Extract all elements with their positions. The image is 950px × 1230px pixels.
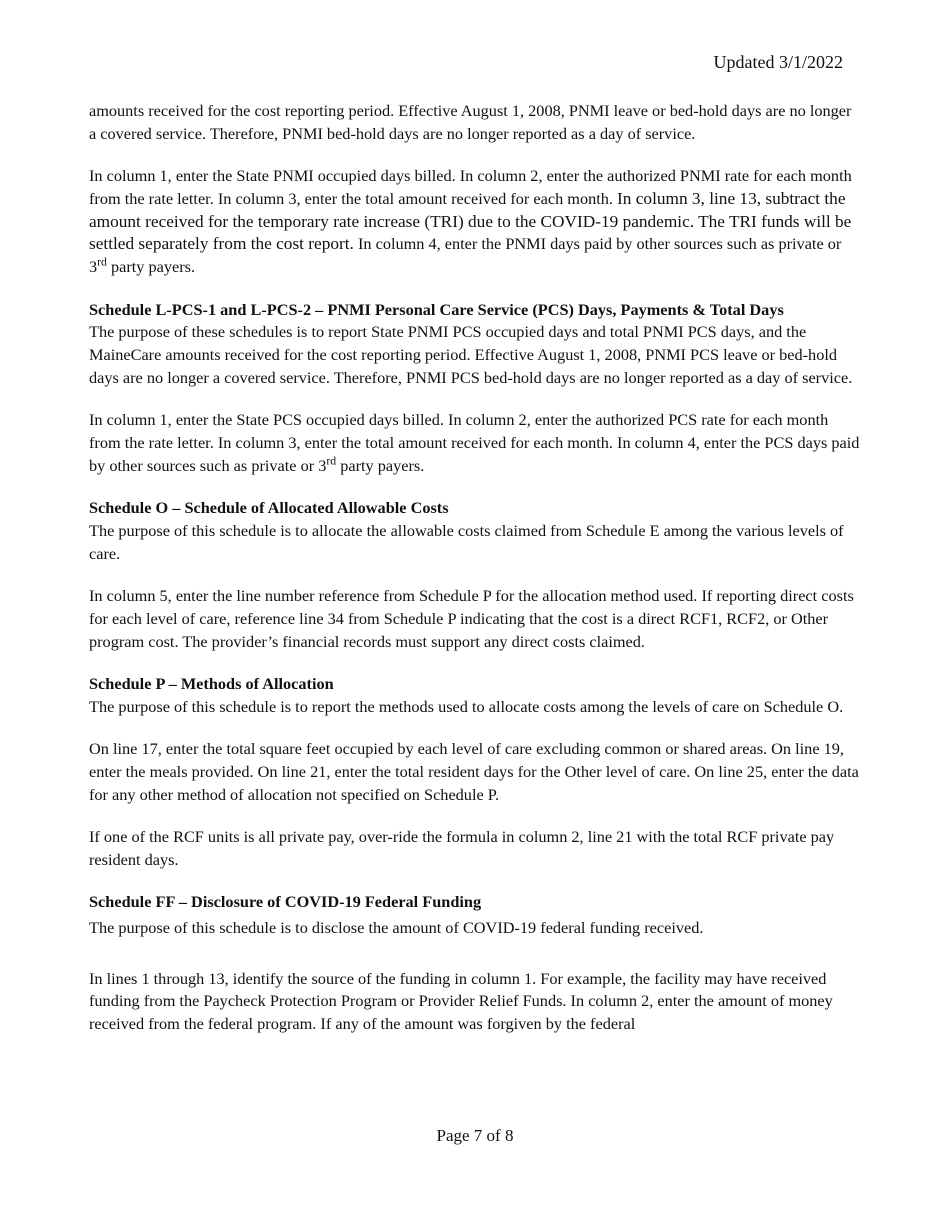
text-run: party payers. [336, 455, 425, 475]
text-run: In column 1, enter the State PNMI occupied days billed. In column 2, enter the authorized PNMI rate for each month from the rate letter. In column 3, enter the total amount received for each month. [89, 166, 852, 208]
section-heading: Schedule O – Schedule of Allocated Allowable Costs [89, 498, 449, 518]
paragraph [89, 165, 861, 279]
paragraph: The purpose of these schedules is to report State PNMI PCS occupied days and total PNMI PCS days, and the MaineCare amounts received for the cost reporting period. Effective August 1, 2008, PNMI PCS leave or bed-hold days are no longer a covered service. Therefore, PNMI PCS bed-hold days are no longer reported as a day of service. [89, 322, 853, 387]
updated-date: Updated 3/1/2022 [713, 52, 843, 72]
paragraph: In column 5, enter the line number reference from Schedule P for the allocation method used. If reporting direct costs for each level of care, reference line 34 from Schedule P indicating that the cost is a direct RCF1, RCF2, or Other program cost. The provider’s financial records must support any direct costs claimed. [89, 586, 854, 651]
text-run: In column 1, enter the State PCS occupied days billed. In column 2, enter the authorized PCS rate for each month from the rate letter. In column 3, enter the total amount received for each month. In column 4, enter the PCS days paid by other sources such as private or 3 [89, 410, 860, 475]
paragraph: The purpose of this schedule is to allocate the allowable costs claimed from Schedule E among the various levels of care. [89, 520, 844, 563]
text-run: In column 4, enter the PNMI days paid by other sources such as private or 3 [89, 234, 842, 277]
text-run: party payers. [106, 257, 196, 277]
page-number: Page 7 of 8 [436, 1126, 514, 1145]
paragraph: The purpose of this schedule is to disclose the amount of COVID-19 federal funding received. [89, 917, 704, 937]
superscript: rd [97, 255, 107, 269]
paragraph: The purpose of this schedule is to report the methods used to allocate costs among the levels of care on Schedule O. [89, 696, 844, 716]
section-heading: Schedule L-PCS-1 and L-PCS-2 – PNMI Personal Care Service (PCS) Days, Payments & Total Days [89, 299, 784, 319]
paragraph: In lines 1 through 13, identify the source of the funding in column 1. For example, the facility may have received funding from the Paycheck Protection Program or Provider Relief Funds. In column 2, enter the amount of money received from the federal program. If any of the amount was forgiven by the federal [89, 968, 833, 1034]
section-p [89, 673, 861, 719]
section-heading: Schedule P – Methods of Allocation [89, 673, 334, 693]
section-heading: Schedule FF – Disclosure of COVID-19 Federal Funding [89, 892, 482, 912]
paragraph: If one of the RCF units is all private pay, over-ride the formula in column 2, line 21 with the total RCF private pay resident days. [89, 826, 835, 869]
tri-note: In column 3, line 13, subtract the amount received for the temporary rate increase (TRI) due to the COVID-19 pandemic. The TRI funds will be settled separately from the cost report. [89, 188, 852, 254]
section-o [89, 497, 861, 565]
superscript: rd [326, 454, 337, 468]
paragraph [89, 409, 861, 477]
document-body [89, 100, 861, 1056]
paragraph: On line 17, enter the total square feet occupied by each level of care excluding common or shared areas. On line 19, enter the meals provided. On line 21, enter the total resident days for the Other level of care. On line 25, enter the data for any other method of allocation not specified on Schedule P. [89, 739, 859, 804]
section-lpcs [89, 299, 861, 390]
paragraph: amounts received for the cost reporting period. Effective August 1, 2008, PNMI leave or bed-hold days are no longer a covered service. Therefore, PNMI bed-hold days are no longer reported as a day of service. [89, 101, 852, 143]
